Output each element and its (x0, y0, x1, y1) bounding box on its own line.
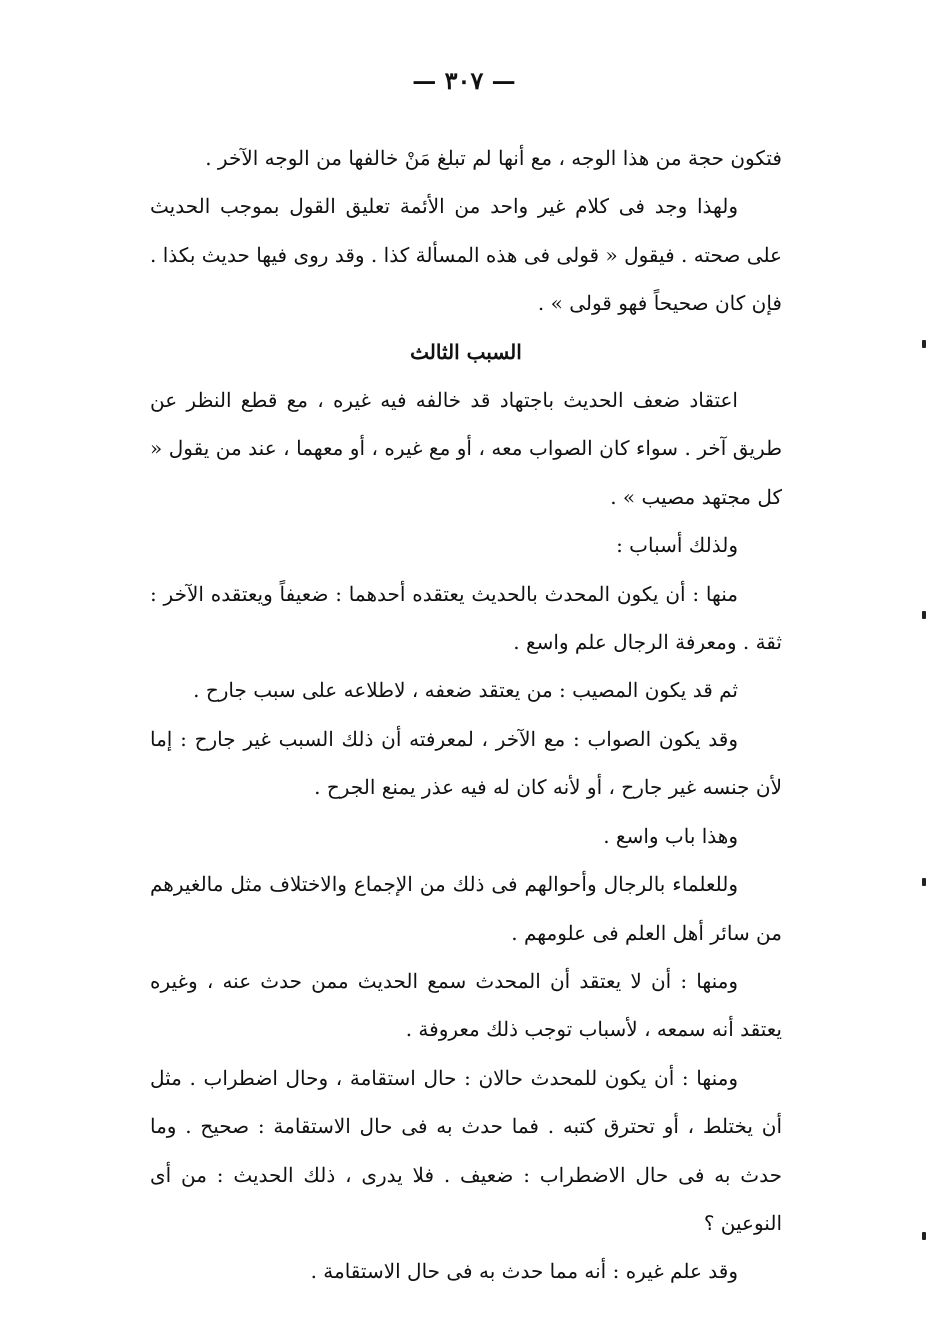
paragraph-3: اعتقاد ضعف الحديث باجتهاد قد خالفه فيه غيره ، مع قطع النظر عن طريق آخر . سواء كان الصواب معه ، أو مع غيره ، أو معهما ، عند من يقول « كل مجتهد مصيب » . (150, 388, 782, 509)
section-heading: السبب الثالث (410, 339, 522, 364)
paragraph-8: وهذا باب واسع . (603, 823, 738, 848)
paragraph-6: ثم قد يكون المصيب : من يعتقد ضعفه ، لاطلاعه على سبب جارح . (193, 678, 738, 703)
paragraph-2: ولهذا وجد فى كلام غير واحد من الأئمة تعليق القول بموجب الحديث على صحته . فيقول « قولى فى هذه المسألة كذا . وقد روى فيها حديث بكذا . فإن كان صحيحاً فهو قولى » . (150, 194, 782, 316)
scan-speck (922, 878, 926, 886)
body-text (150, 134, 782, 1296)
page-number: — ٣٠٧ — (412, 66, 516, 95)
paragraph-9: وللعلماء بالرجال وأحوالهم فى ذلك من الإجماع والاختلاف مثل مالغيرهم من سائر أهل العلم فى علومهم . (150, 872, 782, 945)
paragraph-7: وقد يكون الصواب : مع الآخر ، لمعرفته أن ذلك السبب غير جارح : إما لأن جنسه غير جارح ، أو لأنه كان له فيه عذر يمنع الجرح . (150, 726, 782, 800)
paragraph-1: فتكون حجة من هذا الوجه ، مع أنها لم تبلغ مَنْ خالفها من الوجه الآخر . (205, 146, 782, 170)
paragraph-11: ومنها : أن يكون للمحدث حالان : حال استقامة ، وحال اضطراب . مثل أن يختلط ، أو تحترق كتبه . فما حدث به فى حال الاستقامة : صحيح . وما حدث به فى حال الاضطراب : ضعيف . فلا يدرى ، ذلك الحديث : من أى النوعين ؟ (150, 1065, 782, 1235)
paragraph-10: ومنها : أن لا يعتقد أن المحدث سمع الحديث ممن حدث عنه ، وغيره يعتقد أنه سمعه ، لأسباب توجب ذلك معروفة . (150, 968, 782, 1042)
scan-speck (922, 340, 926, 348)
scan-speck (922, 1232, 926, 1240)
scan-speck (922, 611, 926, 619)
paragraph-5: منها : أن يكون المحدث بالحديث يعتقده أحدهما : ضعيفاً ويعتقده الآخر : ثقة . ومعرفة الرجال علم واسع . (150, 581, 782, 655)
paragraph-4: ولذلك أسباب : (616, 533, 738, 558)
paragraph-12: وقد علم غيره : أنه مما حدث به فى حال الاستقامة . (310, 1259, 738, 1284)
